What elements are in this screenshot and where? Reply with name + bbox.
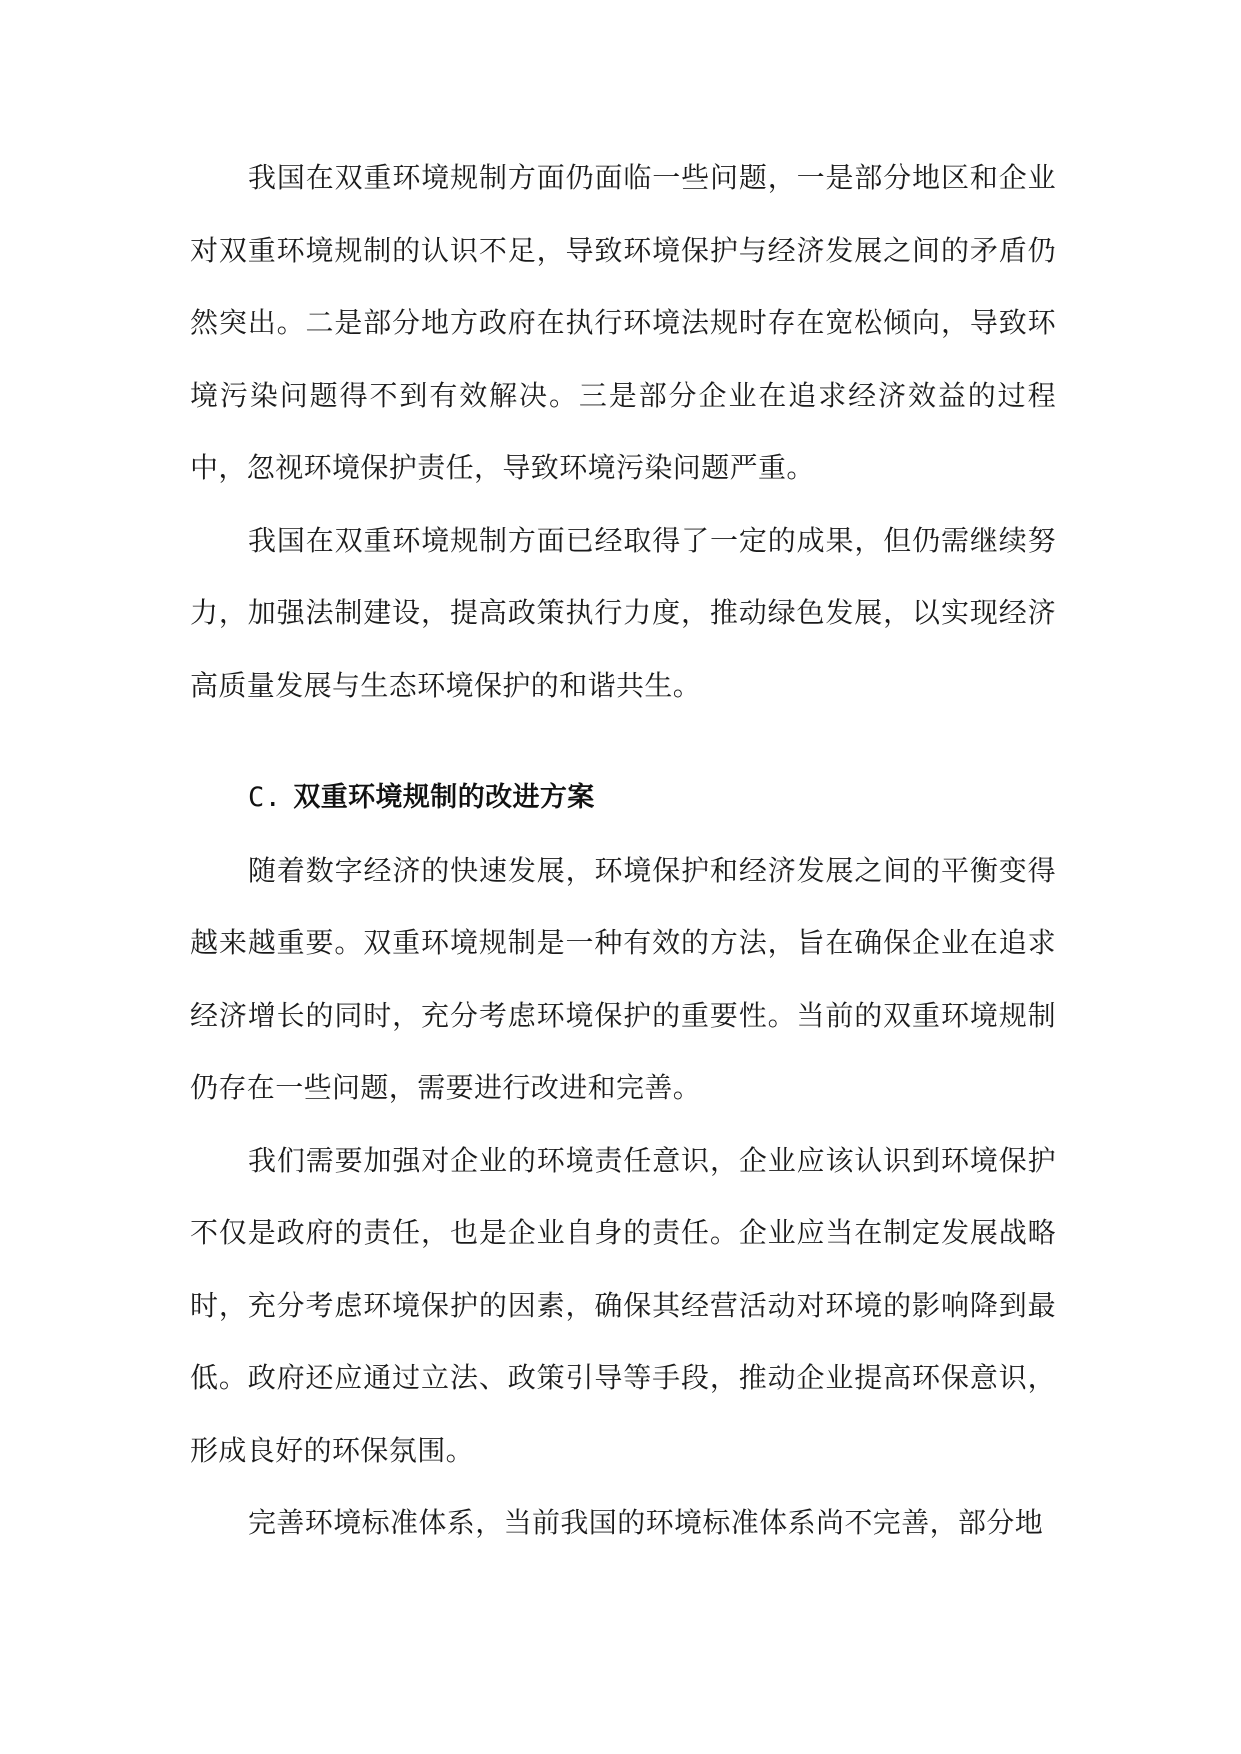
section-title: 双重环境规制的改进方案	[293, 782, 595, 813]
section-number: C.	[248, 782, 282, 813]
body-paragraph: 我国在双重环境规制方面仍面临一些问题，一是部分地区和企业对双重环境规制的认识不足，导致环境保护与经济发展之间的矛盾仍然突出。二是部分地方政府在执行环境法规时存在宽松倾向，导致环境污染问题得不到有效解决。三是部分企业在追求经济效益的过程中，忽视环境保护责任，导致环境污染问题严重。	[190, 161, 1056, 484]
section-heading	[190, 762, 1056, 835]
body-paragraph: 我们需要加强对企业的环境责任意识，企业应该认识到环境保护不仅是政府的责任，也是企业自身的责任。企业应当在制定发展战略时，充分考虑环境保护的因素，确保其经营活动对环境的影响降到最低。政府还应通过立法、政策引导等手段，推动企业提高环保意识，形成良好的环保氛围。	[190, 1143, 1056, 1467]
body-paragraph: 完善环境标准体系，当前我国的环境标准体系尚不完善，部分地	[248, 1506, 1044, 1539]
document-body	[190, 142, 1056, 1560]
body-paragraph: 我国在双重环境规制方面已经取得了一定的成果，但仍需继续努力，加强法制建设，提高政策执行力度，推动绿色发展，以实现经济高质量发展与生态环境保护的和谐共生。	[190, 523, 1056, 702]
body-paragraph: 随着数字经济的快速发展，环境保护和经济发展之间的平衡变得越来越重要。双重环境规制是一种有效的方法，旨在确保企业在追求经济增长的同时，充分考虑环境保护的重要性。当前的双重环境规制仍存在一些问题，需要进行改进和完善。	[190, 853, 1056, 1104]
